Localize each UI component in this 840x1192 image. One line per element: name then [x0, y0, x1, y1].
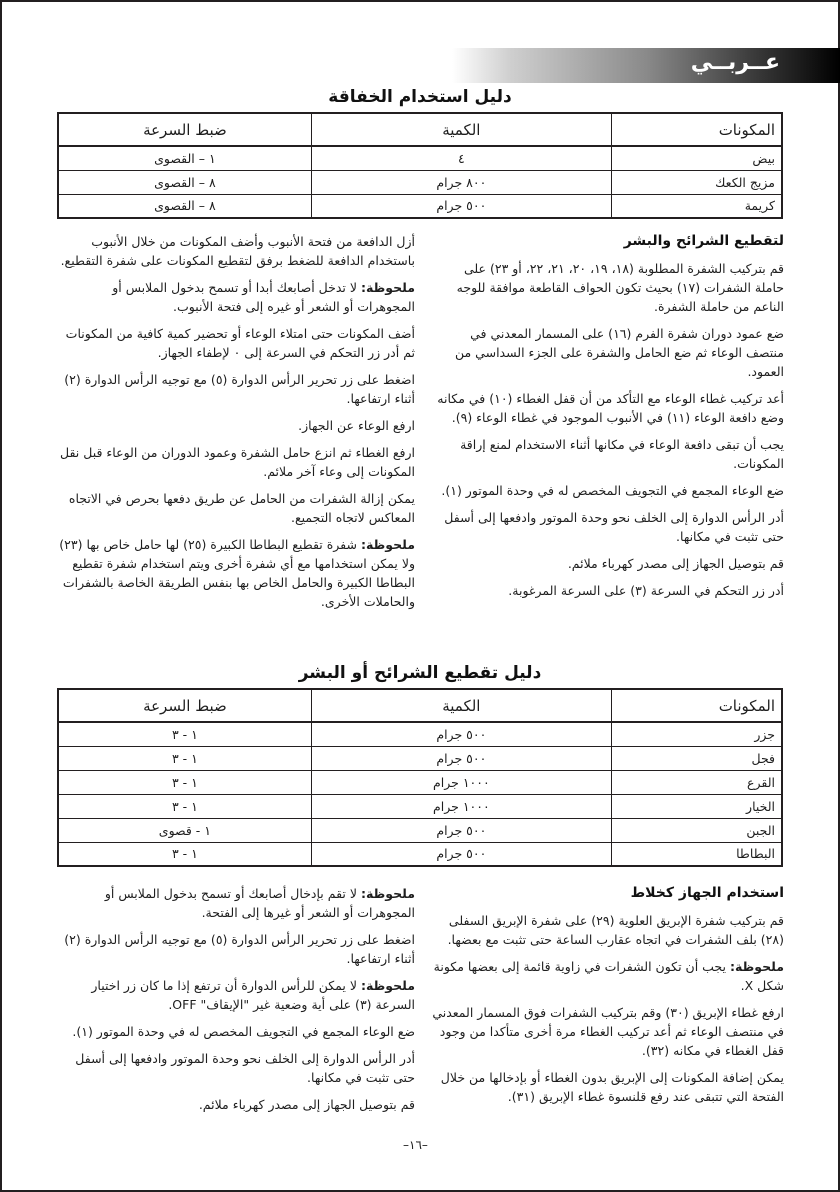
instruction-paragraph: يجب أن تبقى دافعة الوعاء في مكانها أثناء الاستخدام لمنع إراقة المكونات.: [460, 437, 784, 471]
table-row: [58, 794, 782, 818]
blender-instructions-left: [57, 884, 415, 1122]
paragraph-text: لا تدخل أصابعك أبدا أو تسمح بدخول الملابس أو المجوهرات أو الشعر أو غيره إلى فتحة الأنبوب.: [112, 280, 415, 314]
instruction-paragraph: أعد تركيب غطاء الوعاء مع التأكد من أن قفل الغطاء (١٠) في مكانه وضع دافعة الوعاء (١١) في الأنبوب الموجود في غطاء الوعاء (٩).: [437, 391, 784, 425]
ingredient-cell: الخيار: [611, 794, 782, 818]
instruction-paragraph: [57, 930, 415, 968]
slicing-instructions-right: [432, 232, 784, 608]
column-header-speed: ضبط السرعة: [58, 689, 311, 722]
ingredient-cell: مزيج الكعك: [611, 170, 782, 194]
table-header-row: [58, 113, 782, 146]
note-paragraph: [57, 884, 415, 922]
speed-cell: ١ - ٣: [58, 794, 311, 818]
note-label: ملحوظة:: [360, 537, 415, 552]
table-row: [58, 194, 782, 218]
instruction-paragraph: [57, 489, 415, 527]
paragraph-text: يمكن إضافة المكونات إلى الإبريق بدون الغطاء أو بإدخالها من خلال الفتحة التي تتبقى عند رفع قلنسوة غطاء الإبريق (٣١).: [440, 1070, 784, 1104]
instruction-paragraph: [57, 232, 415, 270]
table-row: [58, 842, 782, 866]
instruction-paragraph: أدر الرأس الدوارة إلى الخلف نحو وحدة الموتور وادفعها إلى أسفل حتى تثبت في مكانها.: [444, 510, 784, 544]
paragraph-text: ضع الوعاء المجمع في التجويف المخصص له في وحدة الموتور (١).: [72, 1024, 415, 1039]
blender-heading: استخدام الجهاز كخلاط: [630, 885, 784, 901]
ingredient-cell: القرع: [611, 770, 782, 794]
quantity-cell: ٨٠٠ جرام: [311, 170, 611, 194]
mixer-guide-title: دليل استخدام الخفاقة: [328, 87, 512, 107]
note-label: ملحوظة:: [729, 959, 784, 974]
quantity-cell: ٤: [311, 146, 611, 170]
paragraph-text: يجب أن تكون الشفرات في زاوية قائمة إلى بعضها مكونة شكل X.: [433, 959, 784, 993]
table-row: [58, 146, 782, 170]
instruction-paragraph: [57, 443, 415, 481]
slicing-instructions-left: [57, 232, 415, 619]
blender-instructions-right: [432, 884, 784, 1114]
paragraph-text: ارفع الغطاء ثم انزع حامل الشفرة وعمود الدوران من الوعاء قبل نقل المكونات إلى وعاء آخر ملائم.: [60, 445, 415, 479]
paragraph-text: اضغط على زر تحرير الرأس الدوارة (٥) مع توجيه الرأس الدوارة (٢) أثناء ارتفاعها.: [64, 372, 415, 406]
table-header-row: [58, 689, 782, 722]
note-paragraph: [57, 535, 415, 611]
note-paragraph: [432, 957, 784, 995]
mixer-guide-table: [57, 112, 783, 219]
table-row: [58, 818, 782, 842]
table-row: [58, 746, 782, 770]
quantity-cell: ١٠٠٠ جرام: [311, 794, 611, 818]
table-row: [58, 770, 782, 794]
note-label: ملحوظة:: [360, 886, 415, 901]
speed-cell: ١ - ٣: [58, 842, 311, 866]
instruction-paragraph: ضع عمود دوران شفرة الفرم (١٦) على المسمار المعدني في منتصف الوعاء ثم ضع الحامل والشفرة على الجزء السداسي من العمود.: [455, 326, 784, 379]
paragraph-text: لا تقم بإدخال أصابعك أو تسمح بدخول الملابس أو المجوهرات أو الشعر أو غيرها إلى الفتحة.: [104, 886, 415, 920]
speed-cell: ١ - قصوى: [58, 818, 311, 842]
paragraph-text: لا يمكن للرأس الدوارة أن ترتفع إذا ما كان زر اختيار السرعة (٣) على أية وضعية غير "الإيقاف" OFF.: [91, 978, 415, 1012]
language-label: عــربــي: [690, 50, 780, 75]
ingredient-cell: الجبن: [611, 818, 782, 842]
instruction-paragraph: [432, 1003, 784, 1060]
ingredient-cell: كريمة: [611, 194, 782, 218]
speed-cell: ١ - ٣: [58, 746, 311, 770]
paragraph-text: شفرة تقطيع البطاطا الكبيرة (٢٥) لها حامل خاص بها (٢٣) ولا يمكن استخدامها مع أي شفرة أخرى ويتم استخدام شفرة تقطيع البطاطا الكبيرة والحامل الخاص بها بنفس الطريقة الخاصة بالشفرات والحاملات الأخرى.: [59, 537, 415, 609]
ingredient-cell: البطاطا: [611, 842, 782, 866]
paragraph-text: أزل الدافعة من فتحة الأنبوب وأضف المكونات من خلال الأنبوب باستخدام الدافعة للضغط برفق لتقطيع المكونات على شفرة التقطيع.: [60, 234, 415, 268]
instruction-paragraph: أدر زر التحكم في السرعة (٣) على السرعة المرغوبة.: [508, 583, 784, 598]
column-header-speed: ضبط السرعة: [58, 113, 311, 146]
quantity-cell: ٥٠٠ جرام: [311, 746, 611, 770]
ingredient-cell: فجل: [611, 746, 782, 770]
paragraph-text: أضف المكونات حتى امتلاء الوعاء أو تحضير كمية كافية من المكونات ثم أدر زر التحكم في السرعة إلى ٠ لإطفاء الجهاز.: [65, 326, 415, 360]
column-header-quantity: الكمية: [311, 689, 611, 722]
paragraph-text: أدر الرأس الدوارة إلى الخلف نحو وحدة الموتور وادفعها إلى أسفل حتى تثبت في مكانها.: [75, 1051, 415, 1085]
table-row: [58, 722, 782, 746]
instruction-paragraph: [57, 1022, 415, 1041]
quantity-cell: ١٠٠٠ جرام: [311, 770, 611, 794]
slicing-guide-table: [57, 688, 783, 867]
quantity-cell: ٥٠٠ جرام: [311, 722, 611, 746]
column-header-ingredients: المكونات: [611, 113, 782, 146]
instruction-paragraph: [432, 911, 784, 949]
instruction-paragraph: ضع الوعاء المجمع في التجويف المخصص له في وحدة الموتور (١).: [441, 483, 784, 498]
speed-cell: ١ – القصوى: [58, 146, 311, 170]
note-label: ملحوظة:: [360, 280, 415, 295]
instruction-paragraph: [57, 1095, 415, 1114]
column-header-ingredients: المكونات: [611, 689, 782, 722]
paragraph-text: ارفع الوعاء عن الجهاز.: [298, 418, 415, 433]
slicing-guide-title: دليل تقطيع الشرائح أو البشر: [298, 663, 542, 683]
quantity-cell: ٥٠٠ جرام: [311, 818, 611, 842]
paragraph-text: قم بتوصيل الجهاز إلى مصدر كهرباء ملائم.: [198, 1097, 415, 1112]
paragraph-text: يمكن إزالة الشفرات من الحامل عن طريق دفعها بحرص في الاتجاه المعاكس لاتجاه التجميع.: [68, 491, 415, 525]
paragraph-text: ارفع غطاء الإبريق (٣٠) وقم بتركيب الشفرات فوق المسمار المعدني في منتصف الوعاء ثم أعد تركيب الغطاء مرة أخرى متأكدا من وجود قفل الغطاء في مكانه (٣٢).: [432, 1005, 784, 1058]
speed-cell: ٨ – القصوى: [58, 194, 311, 218]
ingredient-cell: بيض: [611, 146, 782, 170]
language-header-band: [452, 48, 840, 83]
note-label: ملحوظة:: [360, 978, 415, 993]
instruction-paragraph: قم بتركيب الشفرة المطلوبة (١٨، ١٩، ٢٠، ٢١، ٢٢، أو ٢٣) على حاملة الشفرات (١٧) بحيث تكون الحواف القاطعة موافقة للوجه الناعم من حاملة الشفرة.: [456, 261, 784, 314]
instruction-paragraph: [432, 1068, 784, 1106]
instruction-paragraph: [57, 416, 415, 435]
instruction-paragraph: قم بتوصيل الجهاز إلى مصدر كهرباء ملائم.: [567, 556, 784, 571]
speed-cell: ١ - ٣: [58, 722, 311, 746]
slicing-heading: لتقطيع الشرائح والبشر: [623, 233, 784, 249]
column-header-quantity: الكمية: [311, 113, 611, 146]
table-row: [58, 170, 782, 194]
note-paragraph: [57, 976, 415, 1014]
instruction-paragraph: [57, 370, 415, 408]
speed-cell: ١ - ٣: [58, 770, 311, 794]
instruction-paragraph: [57, 1049, 415, 1087]
speed-cell: ٨ – القصوى: [58, 170, 311, 194]
page-number: –١٦–: [403, 1138, 428, 1152]
quantity-cell: ٥٠٠ جرام: [311, 194, 611, 218]
ingredient-cell: جزر: [611, 722, 782, 746]
instruction-paragraph: [57, 324, 415, 362]
quantity-cell: ٥٠٠ جرام: [311, 842, 611, 866]
paragraph-text: قم بتركيب شفرة الإبريق العلوية (٢٩) على شفرة الإبريق السفلى (٢٨) بلف الشفرات في اتجاه عقارب الساعة حتى تثبت مع بعضها.: [447, 913, 784, 947]
note-paragraph: [57, 278, 415, 316]
paragraph-text: اضغط على زر تحرير الرأس الدوارة (٥) مع توجيه الرأس الدوارة (٢) أثناء ارتفاعها.: [64, 932, 415, 966]
